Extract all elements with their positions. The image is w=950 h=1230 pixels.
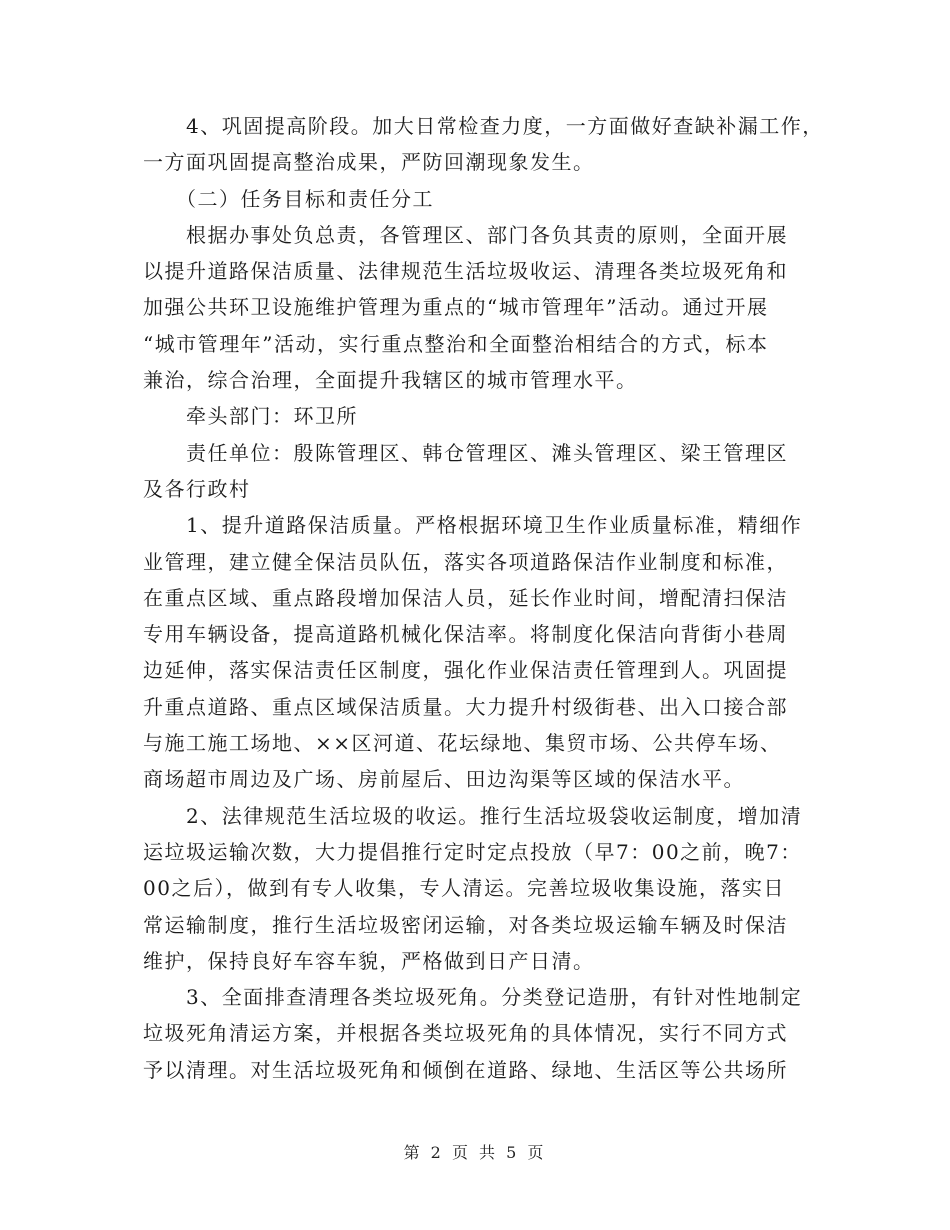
text-line: 升重点道路、重点区域保洁质量。大力提升村级街巷、出入口接合部 [143,694,788,719]
text-line: 运垃圾运输次数，大力提倡推行定时定点投放（早7：00之前，晚7： [143,839,802,864]
text-line: 根据办事处负总责，各管理区、部门各负其责的原则，全面开展 [143,222,788,247]
section-heading: （二）任务目标和责任分工 [143,186,434,211]
text-line: 00之后），做到有专人收集，专人清运。完善垃圾收集设施，落实日 [143,876,785,901]
document-body [143,108,824,1088]
text-line: 加强公共环卫设施维护管理为重点的“城市管理年”活动。通过开展 [143,295,769,320]
text-line: 业管理，建立健全保洁员队伍，落实各项道路保洁作业制度和标准， [143,549,788,574]
text-line: 边延伸，落实保洁责任区制度，强化作业保洁责任管理到人。巩固提 [143,658,788,683]
text-line: 3、全面排查清理各类垃圾死角。分类登记造册，有针对性地制定 [143,985,803,1010]
text-line: 予以清理。对生活垃圾死角和倾倒在道路、绿地、生活区等公共场所 [143,1057,788,1082]
text-line: 常运输制度，推行生活垃圾密闭运输，对各类垃圾运输车辆及时保洁 [143,912,788,937]
text-line: 及各行政村 [143,476,251,501]
responsible-units-line: 责任单位：殷陈管理区、韩仓管理区、滩头管理区、梁王管理区 [143,440,788,465]
text-line: 一方面巩固提高整治成果，严防回潮现象发生。 [143,150,595,175]
text-line: 在重点区域、重点路段增加保洁人员，延长作业时间，增配清扫保洁 [143,585,788,610]
page-number-footer: 第 2 页 共 5 页 [403,1143,547,1162]
text-line: 垃圾死角清运方案，并根据各类垃圾死角的具体情况，实行不同方式 [143,1021,788,1046]
text-line: 商场超市周边及广场、房前屋后、田边沟渠等区域的保洁水平。 [143,767,745,792]
text-line: 1、提升道路保洁质量。严格根据环境卫生作业质量标准，精细作 [143,513,803,538]
text-line: 维护，保持良好车容车貌，严格做到日产日清。 [143,948,595,973]
text-line: 以提升道路保洁质量、法律规范生活垃圾收运、清理各类垃圾死角和 [143,259,788,284]
lead-department-line: 牵头部门：环卫所 [143,404,358,429]
text-line: 2、法律规范生活垃圾的收运。推行生活垃圾袋收运制度，增加清 [143,803,803,828]
text-line: 4、巩固提高阶段。加大日常检查力度，一方面做好查缺补漏工作， [143,114,824,138]
text-line: 专用车辆设备，提高道路机械化保洁率。将制度化保洁向背街小巷周 [143,622,788,647]
text-line: 兼治，综合治理，全面提升我辖区的城市管理水平。 [143,368,638,393]
text-line: “城市管理年”活动，实行重点整治和全面整治相结合的方式，标本 [143,331,769,356]
text-line: 与施工施工场地、××区河道、花坛绿地、集贸市场、公共停车场、 [143,731,782,756]
